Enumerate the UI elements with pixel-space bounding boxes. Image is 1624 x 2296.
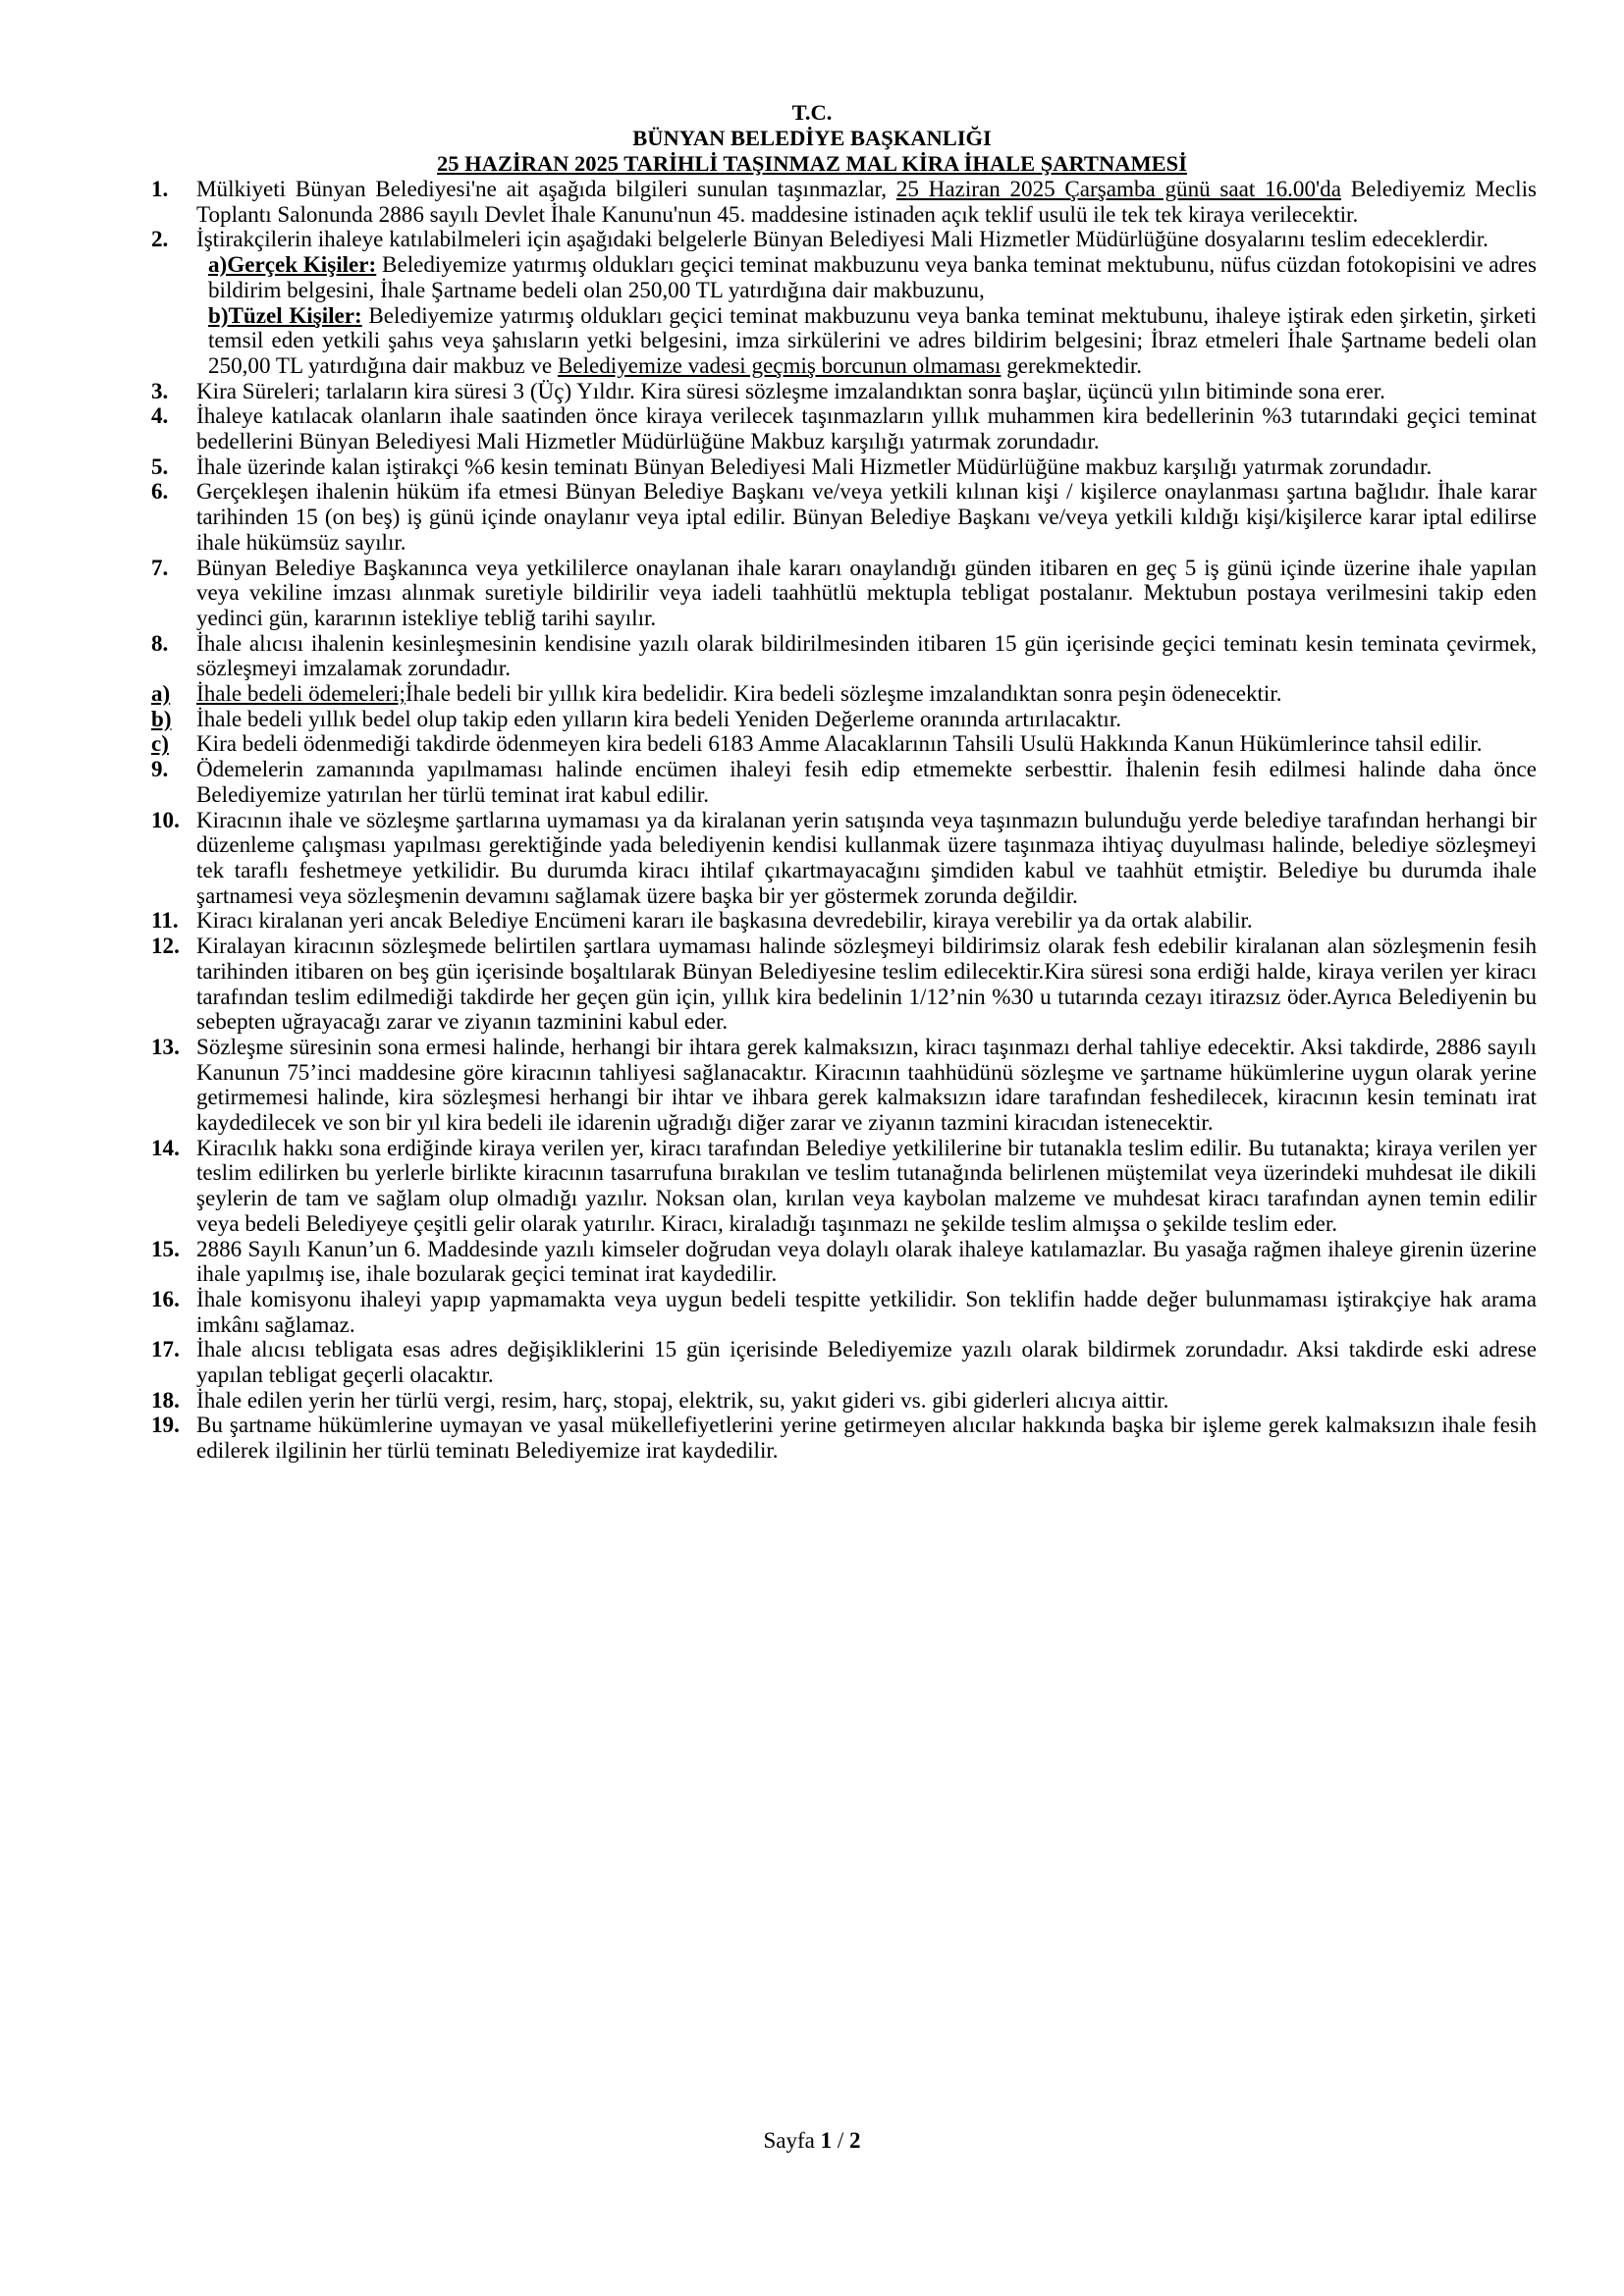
item-text: Kiralayan kiracının sözleşmede belirtilen şartlara uymaması halinde sözleşmeyi bildirimsiz olarak fesh edebilir kiralanan alan sözleşmenin fesih tarihinden itibaren on beş gün içerisinde boşaltılarak Bünyan Belediyesine teslim edilecektir.Kira süresi sona erdiği halde, kiraya verilen yer kiracı tarafından teslim edilmediği takdirde her geçen gün için, yıllık kira bedelinin 1/12’nin %30 u tutarında cezayı itirazsız öder.Ayrıca Belediyenin bu sebepten uğrayacağı zarar ve ziyanın tazminini kabul eder. [196, 933, 1537, 1035]
sub-item-real-persons [151, 252, 1537, 302]
document-title: 25 HAZİRAN 2025 TARİHLİ TAŞINMAZ MAL KİRA İHALE ŞARTNAMESİ [437, 151, 1187, 176]
list-item [151, 479, 1537, 555]
item-text: İhaleye katılacak olanların ihale saatinden önce kiraya verilecek taşınmazların yıllık muhammen kira bedellerinin %3 tutarındaki geçici teminat bedellerini Bünyan Belediyesi Mali Hizmetler Müdürlüğüne Makbuz karşılığı yatırmak zorundadır. [196, 402, 1537, 454]
list-item [151, 1237, 1537, 1287]
sub-item-text: Belediyemize yatırmış oldukları geçici teminat makbuzunu veya banka teminat mektubunu, ihaleye iştirak eden şirketin, şirketi temsil eden yetkili şahıs veya şahısların yetki belgesini, imza sirkülerini ve adres bildirim belgesini; İbraz etmeleri İhale Şartname bedeli olan 250,00 TL yatırdığına dair makbuz ve [208, 301, 1537, 378]
debt-condition-text: Belediyemize vadesi geçmiş borcunun olmaması [557, 351, 1001, 378]
page-separator: / [832, 2128, 849, 2153]
item-text: Bünyan Belediye Başkanınca veya yetkililerce onaylanan ihale kararı onaylandığı günden itibaren en geç 5 iş günü içinde üzerine ihale yapılan veya vekiline imzası alınmak suretiyle bildirilir veya iadeli taahhütlü mektupla tebligat postalanır. Mektubun postaya verilmesini takip eden yedinci gün, kararının istekliye tebliğ tarihi sayılır. [196, 554, 1537, 630]
list-item [151, 1035, 1537, 1136]
page-footer [0, 2128, 1624, 2154]
item-text: Sözleşme süresinin sona ermesi halinde, herhangi bir ihtara gerek kalmaksızın, kiracı taşınmazı derhal tahliye edecektir. Aksi takdirde, 2886 sayılı Kanunun 75’inci maddesine göre kiracının tahliyesi sağlanacaktır. Kiracının taahhüdünü sözleşme ve şartname hükümlerine uygun olarak yerine getirmemesi halinde, kira sözleşmesi herhangi bir ihtar ve ihbara gerek kalmaksızın idare tarafından feshedilecek, kiracının kesin teminatı irat kaydedilecek ve son bir yıl kira bedeli ile idarenin uğradığı diğer zarar ve ziyanın tazmini kiracıdan istenecektir. [196, 1033, 1537, 1136]
specification-body [151, 177, 1537, 1464]
item-text: Bu şartname hükümlerine uymayan ve yasal mükellefiyetlerini yerine getirmeyen alıcılar hakkında başka bir işleme gerek kalmaksızın ihale fesih edilerek ilgilinin her türlü teminatı Belediyemize irat kaydedilir. [196, 1412, 1537, 1464]
item-number: 2. [151, 226, 169, 252]
list-item [151, 403, 1537, 454]
list-item [151, 707, 1537, 732]
list-item [151, 556, 1537, 631]
item-text: Ödemelerin zamanında yapılmaması halinde encümen ihaleyi fesih edip etmemekte serbesttir. İhalenin fesih edilmesi halinde daha önce Belediyemize yatırılan her türlü teminat irat kabul edilir. [196, 756, 1537, 807]
list-item [151, 1287, 1537, 1337]
list-item [151, 757, 1537, 807]
item-number: 4. [151, 402, 169, 429]
sub-item-label: b)Tüzel Kişiler: [208, 301, 362, 328]
list-item [151, 227, 1537, 252]
item-text: 2886 Sayılı Kanun’un 6. Maddesinde yazılı kimseler doğrudan veya dolaylı olarak ihaleye katılamazlar. Bu yasağa rağmen ihaleye girenin üzerine ihale yapılmış ise, ihale bozularak geçici teminat irat kaydedilir. [196, 1235, 1537, 1287]
item-text: İhale komisyonu ihaleyi yapıp yapmamakta veya uygun bedeli tespitte yetkilidir. Son teklifin hadde değer bulunmaması iştirakçiye hak arama imkânı sağlamaz. [196, 1285, 1537, 1337]
item-text: Belediyemiz Meclis Toplantı Salonunda 2886 sayılı Devlet İhale Kanunu'nun 45. maddesine istinaden açık teklif usulü ile tek tek kiraya verilecektir. [196, 176, 1537, 227]
list-item [151, 1388, 1537, 1414]
item-text: İhale üzerinde kalan iştirakçi %6 kesin teminatı Bünyan Belediyesi Mali Hizmetler Müdürlüğüne makbuz karşılığı yatırmak zorundadır. [196, 453, 1433, 479]
sub-item-text: gerekmektedir. [1001, 351, 1143, 378]
list-item [151, 454, 1537, 480]
item-number: 15. [151, 1235, 180, 1261]
item-text: İhale alıcısı tebligata esas adres değişikliklerini 15 gün içerisinde Belediyemize yazılı olarak bildirmek zorundadır. Aksi takdirde eski adrese yapılan tebligat geçerli olacaktır. [196, 1336, 1537, 1388]
item-letter: a) [151, 680, 171, 707]
item-text: İhale bedeli bir yıllık kira bedelidir. Kira bedeli sözleşme imzalandıktan sonra peşin ödenecektir. [405, 680, 1282, 707]
header-tc: T.C. [791, 100, 833, 125]
list-item [151, 681, 1537, 707]
page-current: 1 [820, 2128, 833, 2153]
list-item [151, 1413, 1537, 1463]
item-text: Kiracının ihale ve sözleşme şartlarına uymaması ya da kiralanan yerin satışında veya taşınmazın bulunduğu yerde belediye tarafından herhangi bir düzenleme çalışması yapılması gerektiğinde yada belediyenin kendisi kullanmak üzere taşınmaza ihtiyaç duyulması halinde, belediye sözleşmeyi tek taraflı feshetmeye yetkilidir. Bu durumda kiracı ihtilaf çıkartmayacağını şimdiden kabul ve taahhüt etmiştir. Belediye bu durumda ihale şartnamesi veya sözleşmenin devamını sağlamak üzere başka bir yer göstermek zorunda değildir. [196, 806, 1537, 908]
item-text: Mülkiyeti Bünyan Belediyesi'ne ait aşağıda bilgileri sunulan taşınmazlar, [196, 176, 896, 201]
item-number: 14. [151, 1134, 180, 1160]
item-subheading: İhale bedeli ödemeleri; [196, 680, 406, 707]
item-number: 18. [151, 1386, 180, 1413]
item-text: Kiracılık hakkı sona erdiğinde kiraya verilen yer, kiracı tarafından Belediye yetkililerine bir tutanakla teslim edilir. Bu tutanakta; kiraya verilen yer teslim edilirken bu yerlerle birlikte kiracının tasarrufuna bırakılan ve teslim tutanağında belirlenen müştemilat veya üzerindeki muhdesat ile dikili şeylerin de tam ve sağlam olup olmadığı yazılır. Noksan olan, kırılan veya kaybolan malzeme ve muhdesat kiracı tarafından aynen temin edilir veya bedeli Belediyeye çeşitli gelir olarak yatırılır. Kiracı, kiraladığı taşınmazı ne şekilde teslim almışsa o şekilde teslim eder. [196, 1134, 1537, 1236]
item-number: 8. [151, 629, 169, 656]
item-text: Kira Süreleri; tarlaların kira süresi 3 (Üç) Yıldır. Kira süresi sözleşme imzalandıktan sonra başlar, üçüncü yılın bitiminde sona erer. [196, 377, 1385, 403]
item-text: İhale alıcısı ihalenin kesinleşmesinin kendisine yazılı olarak bildirilmesinden itibaren 15 gün içerisinde geçici teminatı kesin teminata çevirmek, sözleşmeyi imzalamak zorundadır. [196, 629, 1537, 681]
list-item [151, 1337, 1537, 1387]
item-number: 7. [151, 554, 169, 580]
list-item [151, 1136, 1537, 1237]
list-item [151, 934, 1537, 1035]
item-number: 17. [151, 1336, 180, 1362]
item-number: 9. [151, 756, 169, 782]
item-text: Gerçekleşen ihalenin hüküm ifa etmesi Bünyan Belediye Başkanı ve/veya yetkili kılınan kişi / kişilerce onaylanması şartına bağlıdır. İhale karar tarihinden 15 (on beş) iş günü içinde onaylanır veya iptal edilir. Bünyan Belediye Başkanı ve/veya yetkili kıldığı kişi/kişilerce karar iptal edilirse ihale hükümsüz sayılır. [196, 478, 1537, 555]
item-number: 16. [151, 1285, 180, 1311]
item-text: İştirakçilerin ihaleye katılabilmeleri için aşağıdaki belgelerle Bünyan Belediyesi Mali Hizmetler Müdürlüğüne dosyalarını teslim edeceklerdir. [196, 226, 1489, 252]
item-text: İhale edilen yerin her türlü vergi, resim, harç, stopaj, elektrik, su, yakıt gideri vs. gibi giderleri alıcıya aittir. [196, 1386, 1169, 1413]
item-text: Kira bedeli ödenmediği takdirde ödenmeyen kira bedeli 6183 Amme Alacaklarının Tahsili Usulü Hakkında Kanun Hükümlerince tahsil edilir. [196, 730, 1483, 757]
item-number: 11. [151, 907, 179, 934]
list-item [151, 731, 1537, 757]
list-item [151, 908, 1537, 934]
item-text: Kiracı kiralanan yeri ancak Belediye Encümeni kararı ile başkasına devredebilir, kiraya verebilir ya da ortak alabilir. [196, 907, 1253, 934]
item-number: 1. [151, 176, 169, 201]
page-label: Sayfa [763, 2128, 821, 2153]
list-item [151, 808, 1537, 909]
item-number: 12. [151, 933, 180, 959]
sub-item-legal-entities [151, 303, 1537, 379]
list-item [151, 177, 1537, 227]
item-number: 10. [151, 806, 180, 832]
item-number: 3. [151, 377, 169, 403]
item-letter: c) [151, 730, 169, 757]
page-total: 2 [849, 2128, 861, 2153]
list-item [151, 379, 1537, 404]
document-header [0, 100, 1624, 177]
item-letter: b) [151, 705, 172, 731]
item-number: 6. [151, 478, 169, 505]
header-institution: BÜNYAN BELEDİYE BAŞKANLIĞI [632, 126, 992, 150]
item-number: 19. [151, 1412, 180, 1438]
sub-item-text: Belediyemize yatırmış oldukları geçici teminat makbuzunu veya banka teminat mektubunu, nüfus cüzdan fotokopisini ve adres bildirim belgesini, İhale Şartname bedeli olan 250,00 TL yatırdığına dair makbuzunu, [208, 251, 1537, 302]
list-item [151, 631, 1537, 681]
item-text: İhale bedeli yıllık bedel olup takip eden yılların kira bedeli Yeniden Değerleme oranında artırılacaktır. [196, 705, 1122, 731]
auction-date-text: 25 Haziran 2025 Çarşamba günü saat 16.00'da [895, 176, 1341, 201]
item-number: 5. [151, 453, 169, 479]
sub-item-label: a)Gerçek Kişiler: [208, 251, 377, 278]
item-number: 13. [151, 1033, 180, 1059]
